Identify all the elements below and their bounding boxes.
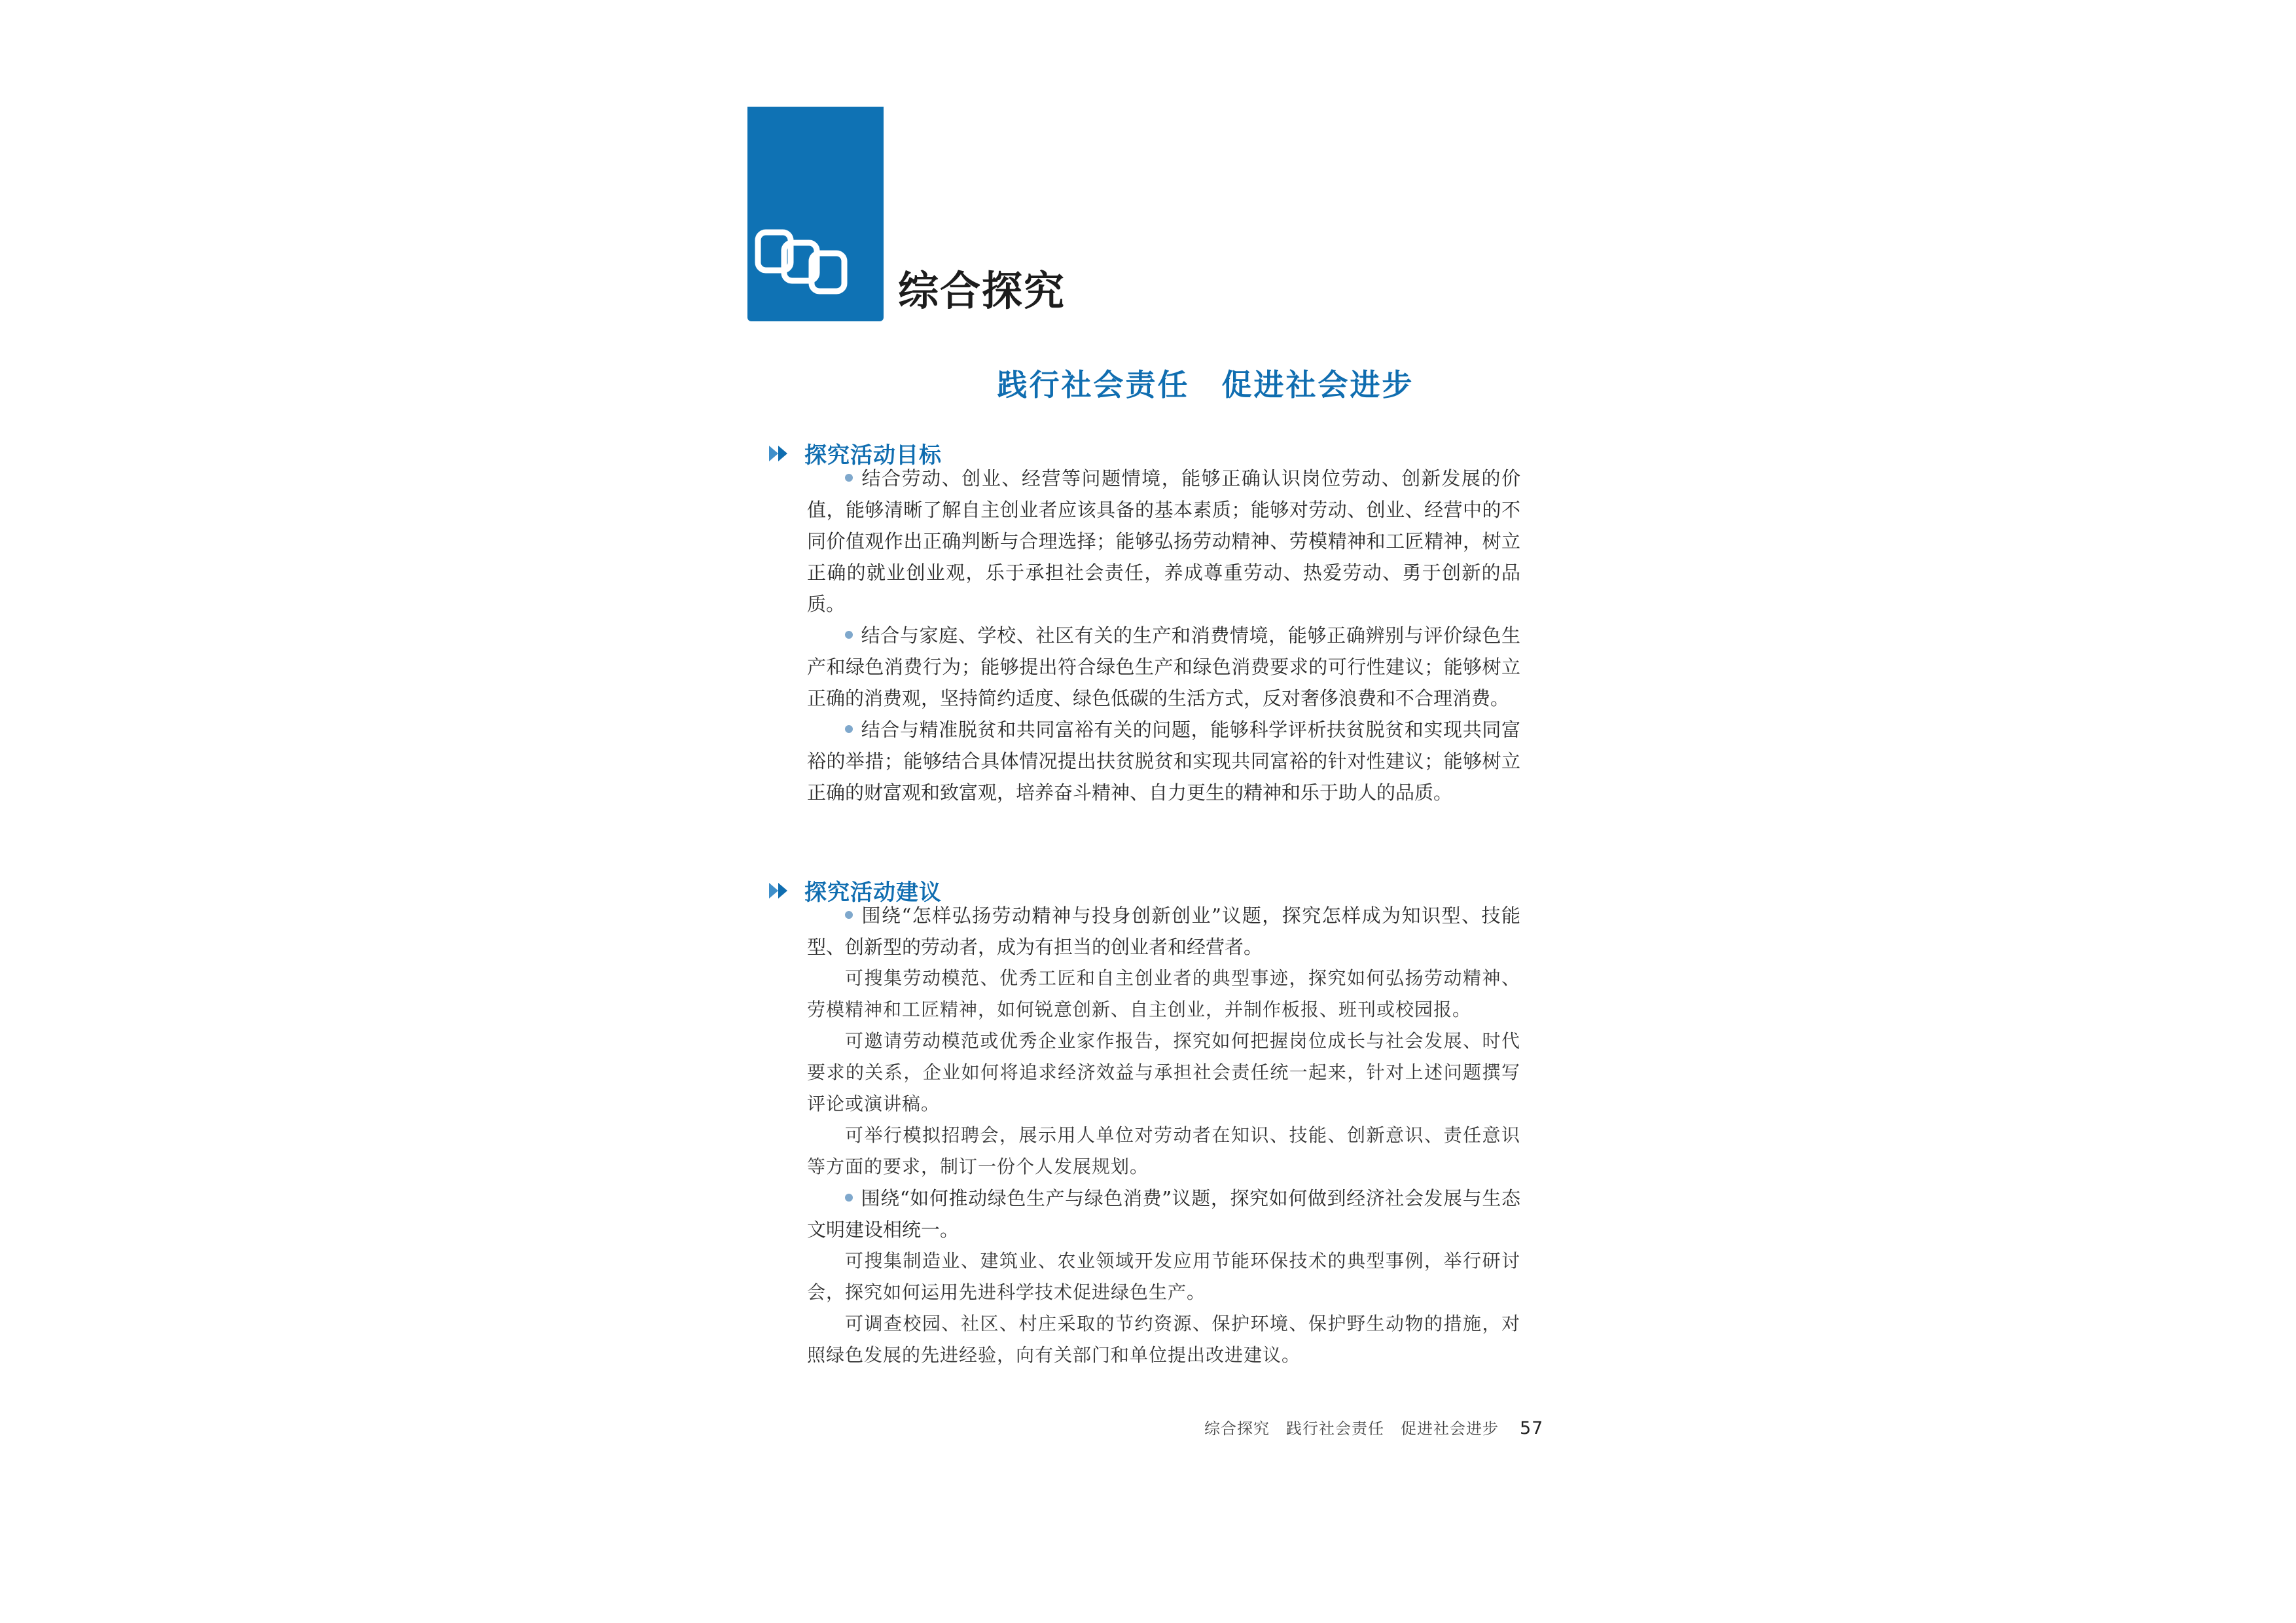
double-arrow-icon — [768, 882, 791, 900]
linked-squares-icon — [751, 224, 856, 310]
suggestions-list — [807, 900, 1520, 1371]
topic-detail: 可搜集制造业、建筑业、农业领域开发应用节能环保技术的典型事例，举行研讨会，探究如何运用先进科学技术促进绿色生产。 — [807, 1250, 1520, 1303]
topic-lead: 围绕“如何推动绿色生产与绿色消费”议题，探究如何做到经济社会发展与生态文明建设相统一。 — [807, 1187, 1520, 1241]
page-title: 践行社会责任 促进社会进步 — [997, 367, 1414, 402]
goals-heading-text: 探究活动目标 — [804, 442, 942, 469]
topic-lead: 围绕“怎样弘扬劳动精神与投身创新创业”议题，探究怎样成为知识型、技能型、创新型的劳动者，成为有担当的创业者和经营者。 — [807, 904, 1520, 958]
list-item: 结合与精准脱贫和共同富裕有关的问题，能够科学评析扶贫脱贫和实现共同富裕的举措；能够结合具体情况提出扶贫脱贫和实现共同富裕的针对性建议；能够树立正确的财富观和致富观，培养奋斗精神、自力更生的精神和乐于助人的品质。 — [807, 719, 1520, 804]
bullet-dot-icon — [845, 474, 853, 482]
goals-list — [807, 463, 1520, 808]
bullet-dot-icon — [845, 1194, 853, 1202]
bullet-dot-icon — [845, 631, 853, 639]
page-number: 57 — [1520, 1418, 1544, 1438]
topic-detail: 可搜集劳动模范、优秀工匠和自主创业者的典型事迹，探究如何弘扬劳动精神、劳模精神和工匠精神，如何锐意创新、自主创业，并制作板报、班刊或校园报。 — [807, 967, 1520, 1020]
bullet-dot-icon — [845, 911, 853, 919]
list-item: 结合劳动、创业、经营等问题情境，能够正确认识岗位劳动、创新发展的价值，能够清晰了解自主创业者应该具备的基本素质；能够对劳动、创业、经营中的不同价值观作出正确判断与合理选择；能够弘扬劳动精神、劳模精神和工匠精神，树立正确的就业创业观，乐于承担社会责任，养成尊重劳动、热爱劳动、勇于创新的品质。 — [807, 467, 1520, 615]
topic-detail: 可举行模拟招聘会，展示用人单位对劳动者在知识、技能、创新意识、责任意识等方面的要求，制订一份个人发展规划。 — [807, 1124, 1520, 1177]
topic-detail: 可调查校园、社区、村庄采取的节约资源、保护环境、保护野生动物的措施，对照绿色发展的先进经验，向有关部门和单位提出改进建议。 — [807, 1313, 1520, 1366]
topic-detail: 可邀请劳动模范或优秀企业家作报告，探究如何把握岗位成长与社会发展、时代要求的关系，企业如何将追求经济效益与承担社会责任统一起来，针对上述问题撰写评论或演讲稿。 — [807, 1030, 1520, 1115]
list-item: 结合与家庭、学校、社区有关的生产和消费情境，能够正确辨别与评价绿色生产和绿色消费行为；能够提出符合绿色生产和绿色消费要求的可行性建议；能够树立正确的消费观，坚持简约适度、绿色低碳的生活方式，反对奢侈浪费和不合理消费。 — [807, 624, 1520, 709]
running-title: 综合探究 践行社会责任 促进社会进步 — [1204, 1419, 1499, 1438]
bullet-dot-icon — [845, 725, 853, 733]
section-tab — [747, 107, 884, 321]
double-arrow-icon — [768, 444, 791, 463]
page-footer — [1204, 1416, 1543, 1438]
section-label: 综合探究 — [898, 267, 1066, 315]
suggestions-heading-text: 探究活动建议 — [804, 880, 942, 906]
